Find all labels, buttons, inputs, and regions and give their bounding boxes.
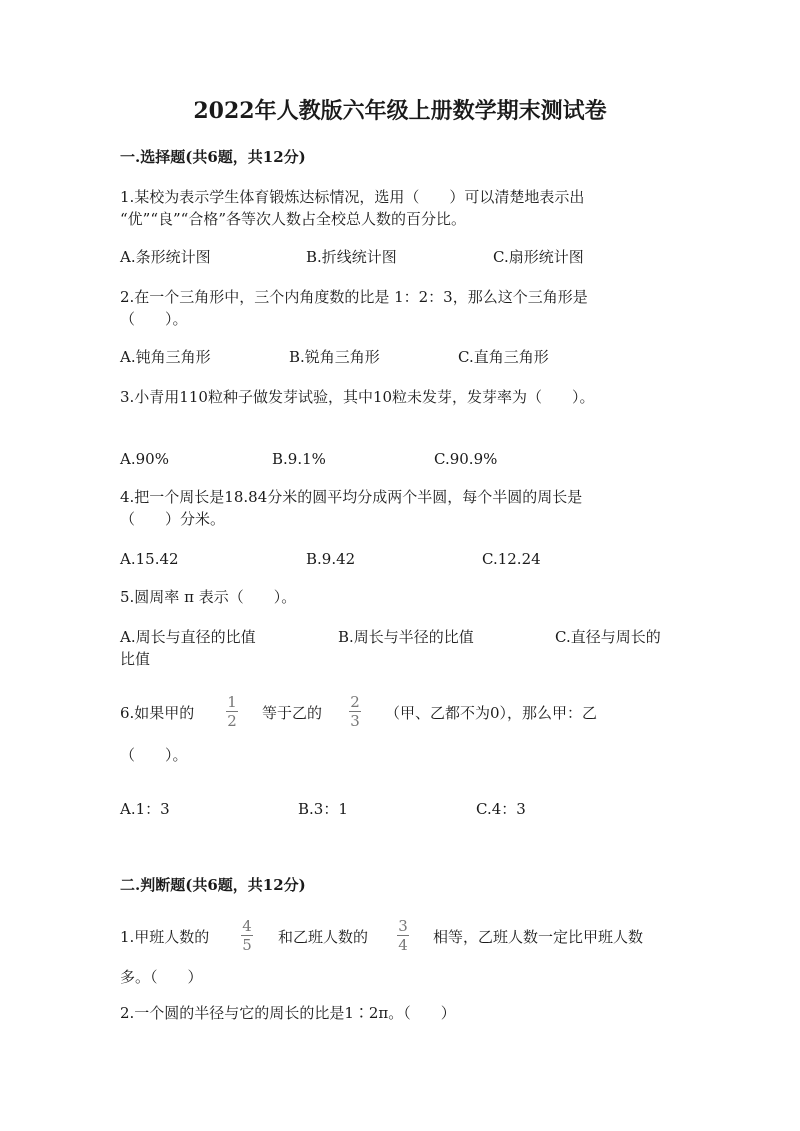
fraction-numerator: 1 [227, 693, 237, 711]
fraction-three-quarters [397, 918, 409, 953]
question-6-part-1: 6.如果甲的 [120, 704, 195, 722]
fraction-four-fifths [241, 918, 253, 953]
fraction-numerator: 3 [398, 917, 408, 935]
fraction-denominator: 3 [350, 712, 360, 730]
question-6-option-c: C.4：3 [476, 800, 526, 818]
question-5-option-b: B.周长与半径的比值 [338, 628, 474, 646]
question-2-option-a: A.钝角三角形 [120, 348, 211, 366]
question-1-option-c: C.扇形统计图 [493, 248, 584, 266]
question-1-option-a: A.条形统计图 [120, 248, 211, 266]
question-2-line-1: 2.在一个三角形中，三个内角度数的比是 1：2：3，那么这个三角形是 [120, 288, 588, 306]
question-2-option-b: B.锐角三角形 [289, 348, 380, 366]
question-5-line-1: 5.圆周率 π 表示（ ）。 [120, 588, 297, 606]
question-6-part-3: （甲、乙都不为0），那么甲：乙 [385, 704, 598, 722]
judgment-1-part-3: 相等，乙班人数一定比甲班人数 [433, 928, 644, 946]
question-6-part-2: 等于乙的 [262, 704, 323, 722]
fraction-numerator: 4 [242, 917, 252, 935]
page-title: 2022年人教版六年级上册数学期末测试卷 [193, 98, 607, 124]
question-5-option-a: A.周长与直径的比值 [120, 628, 256, 646]
question-5-option-c: C.直径与周长的 [555, 628, 661, 646]
fraction-denominator: 2 [227, 712, 237, 730]
question-4-option-b: B.9.42 [306, 550, 356, 568]
question-4-line-2: （ ）分米。 [120, 510, 226, 528]
question-2-line-2: （ ）。 [120, 310, 188, 328]
question-6-option-a: A.1：3 [120, 800, 170, 818]
section-title-judgment: 二.判断题(共6题，共12分) [120, 876, 306, 894]
question-2-option-c: C.直角三角形 [458, 348, 549, 366]
question-5-option-c-wrap: 比值 [120, 650, 151, 668]
question-1-option-b: B.折线统计图 [306, 248, 397, 266]
question-4-option-a: A.15.42 [120, 550, 179, 568]
fraction-denominator: 5 [242, 936, 252, 954]
section-title-choice: 一.选择题(共6题，共12分) [120, 148, 306, 166]
question-4-option-c: C.12.24 [482, 550, 541, 568]
judgment-1-line-2: 多。（ ） [120, 968, 203, 986]
question-4-line-1: 4.把一个周长是18.84分米的圆平均分成两个半圆，每个半圆的周长是 [120, 488, 583, 506]
judgment-2-line-1: 2.一个圆的半径与它的周长的比是1∶2π。（ ） [120, 1004, 456, 1022]
question-1-line-2: “优”“良”“合格”各等次人数占全校总人数的百分比。 [120, 210, 467, 228]
question-1-line-1: 1.某校为表示学生体育锻炼达标情况，选用（ ）可以清楚地表示出 [120, 188, 585, 206]
fraction-denominator: 4 [398, 936, 408, 954]
question-3-line-1: 3.小青用110粒种子做发芽试验，其中10粒未发芽，发芽率为（ ）。 [120, 388, 595, 406]
question-3-option-c: C.90.9% [434, 450, 498, 468]
question-3-option-a: A.90% [120, 450, 169, 468]
fraction-numerator: 2 [350, 693, 360, 711]
fraction-two-thirds [349, 694, 361, 729]
question-3-option-b: B.9.1% [272, 450, 326, 468]
judgment-1-part-2: 和乙班人数的 [278, 928, 369, 946]
judgment-1-part-1: 1.甲班人数的 [120, 928, 210, 946]
fraction-one-half [226, 694, 238, 729]
question-6-option-b: B.3：1 [298, 800, 348, 818]
question-6-line-2: （ ）。 [120, 746, 188, 764]
